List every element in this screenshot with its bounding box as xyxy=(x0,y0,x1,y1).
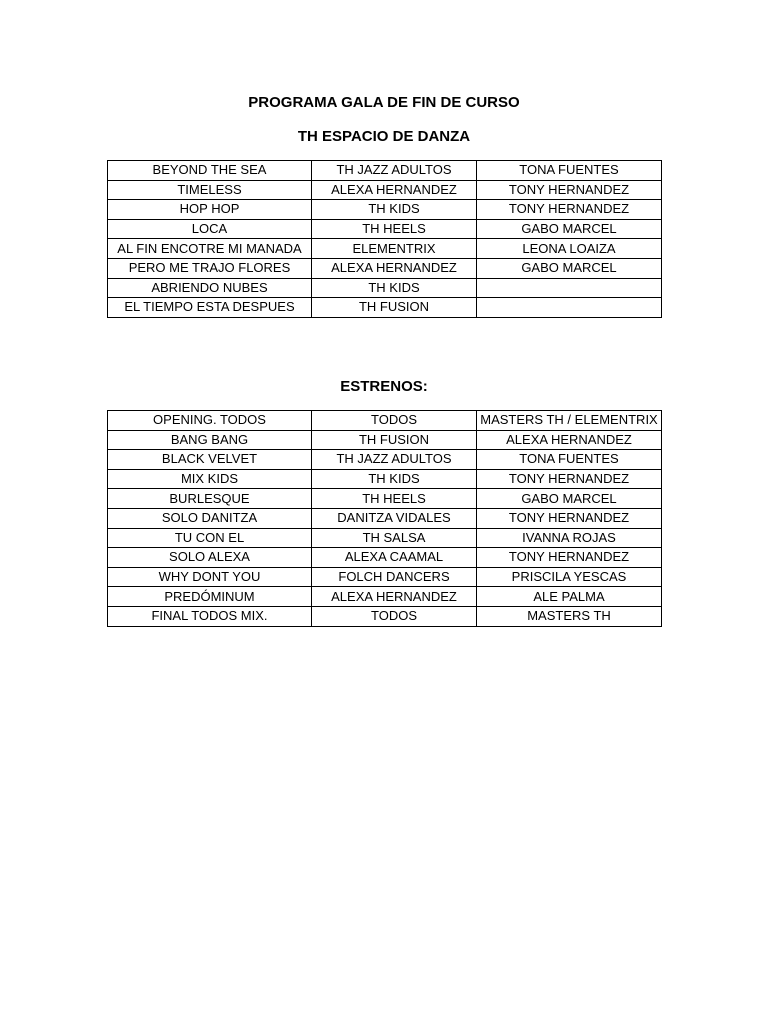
table-row xyxy=(108,258,662,278)
group-cell: TH KIDS xyxy=(312,469,477,489)
group-cell: TH KIDS xyxy=(312,200,477,220)
programa-table xyxy=(107,160,662,318)
piece-cell: BANG BANG xyxy=(108,430,312,450)
table-row xyxy=(108,219,662,239)
group-cell: TODOS xyxy=(312,606,477,626)
choreographer-cell: TONY HERNANDEZ xyxy=(477,180,662,200)
choreographer-cell: TONY HERNANDEZ xyxy=(477,548,662,568)
piece-cell: EL TIEMPO ESTA DESPUES xyxy=(108,298,312,318)
group-cell: TH SALSA xyxy=(312,528,477,548)
group-cell: ALEXA HERNANDEZ xyxy=(312,587,477,607)
choreographer-cell: GABO MARCEL xyxy=(477,258,662,278)
table-row xyxy=(108,606,662,626)
piece-cell: AL FIN ENCOTRE MI MANADA xyxy=(108,239,312,259)
estrenos-heading: ESTRENOS: xyxy=(340,378,428,395)
choreographer-cell: TONY HERNANDEZ xyxy=(477,469,662,489)
choreographer-cell: LEONA LOAIZA xyxy=(477,239,662,259)
table-row xyxy=(108,450,662,470)
group-cell: TH HEELS xyxy=(312,219,477,239)
table-row xyxy=(108,180,662,200)
piece-cell: TU CON EL xyxy=(108,528,312,548)
piece-cell: WHY DONT YOU xyxy=(108,567,312,587)
group-cell: ALEXA HERNANDEZ xyxy=(312,258,477,278)
choreographer-cell: MASTERS TH / ELEMENTRIX xyxy=(477,411,662,431)
table-row xyxy=(108,548,662,568)
choreographer-cell xyxy=(477,298,662,318)
table-row xyxy=(108,489,662,509)
piece-cell: TIMELESS xyxy=(108,180,312,200)
group-cell: ELEMENTRIX xyxy=(312,239,477,259)
piece-cell: BEYOND THE SEA xyxy=(108,161,312,181)
choreographer-cell: TONY HERNANDEZ xyxy=(477,200,662,220)
piece-cell: ABRIENDO NUBES xyxy=(108,278,312,298)
table-row xyxy=(108,298,662,318)
page-subtitle: TH ESPACIO DE DANZA xyxy=(297,128,471,145)
group-cell: ALEXA HERNANDEZ xyxy=(312,180,477,200)
choreographer-cell: ALE PALMA xyxy=(477,587,662,607)
piece-cell: BLACK VELVET xyxy=(108,450,312,470)
piece-cell: PREDÓMINUM xyxy=(108,587,312,607)
group-cell: TH JAZZ ADULTOS xyxy=(312,450,477,470)
piece-cell: SOLO DANITZA xyxy=(108,508,312,528)
group-cell: ALEXA CAAMAL xyxy=(312,548,477,568)
group-cell: TH JAZZ ADULTOS xyxy=(312,161,477,181)
choreographer-cell: PRISCILA YESCAS xyxy=(477,567,662,587)
piece-cell: FINAL TODOS MIX. xyxy=(108,606,312,626)
group-cell: TH FUSION xyxy=(312,430,477,450)
piece-cell: MIX KIDS xyxy=(108,469,312,489)
table-row xyxy=(108,587,662,607)
table-row xyxy=(108,528,662,548)
choreographer-cell: TONA FUENTES xyxy=(477,450,662,470)
choreographer-cell: IVANNA ROJAS xyxy=(477,528,662,548)
piece-cell: OPENING. TODOS xyxy=(108,411,312,431)
choreographer-cell: TONA FUENTES xyxy=(477,161,662,181)
table-row xyxy=(108,469,662,489)
piece-cell: HOP HOP xyxy=(108,200,312,220)
choreographer-cell: TONY HERNANDEZ xyxy=(477,508,662,528)
table-row xyxy=(108,200,662,220)
choreographer-cell xyxy=(477,278,662,298)
table-row xyxy=(108,430,662,450)
choreographer-cell: MASTERS TH xyxy=(477,606,662,626)
piece-cell: BURLESQUE xyxy=(108,489,312,509)
piece-cell: PERO ME TRAJO FLORES xyxy=(108,258,312,278)
table-row xyxy=(108,278,662,298)
choreographer-cell: ALEXA HERNANDEZ xyxy=(477,430,662,450)
group-cell: TODOS xyxy=(312,411,477,431)
piece-cell: LOCA xyxy=(108,219,312,239)
piece-cell: SOLO ALEXA xyxy=(108,548,312,568)
group-cell: FOLCH DANCERS xyxy=(312,567,477,587)
group-cell: TH HEELS xyxy=(312,489,477,509)
table-row xyxy=(108,161,662,181)
table-row xyxy=(108,239,662,259)
estrenos-table xyxy=(107,410,662,627)
table-row xyxy=(108,567,662,587)
group-cell: DANITZA VIDALES xyxy=(312,508,477,528)
choreographer-cell: GABO MARCEL xyxy=(477,489,662,509)
page-title: PROGRAMA GALA DE FIN DE CURSO xyxy=(248,94,520,111)
table-row xyxy=(108,411,662,431)
choreographer-cell: GABO MARCEL xyxy=(477,219,662,239)
table-row xyxy=(108,508,662,528)
group-cell: TH FUSION xyxy=(312,298,477,318)
group-cell: TH KIDS xyxy=(312,278,477,298)
